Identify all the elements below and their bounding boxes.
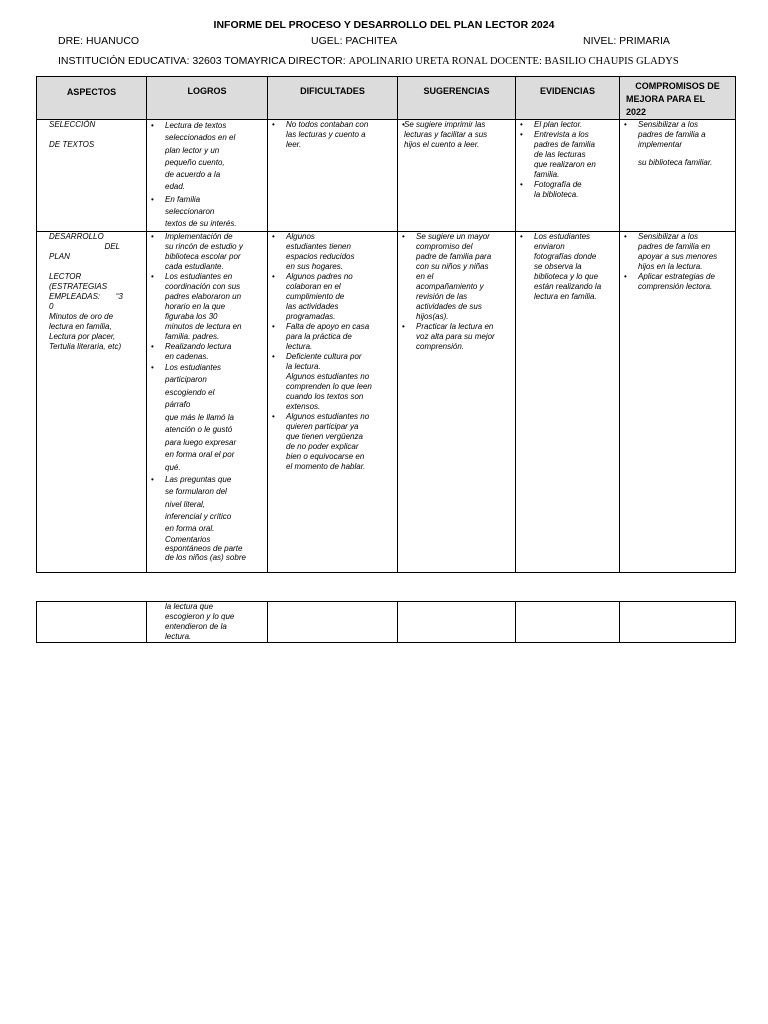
header-dificultades: DIFICULTADES <box>268 77 398 120</box>
report-table <box>36 76 736 573</box>
institution-label: INSTITUCIÓN EDUCATIVA: 32603 TOMAYRICA DIRECTOR: <box>58 55 346 67</box>
logros-cell <box>147 120 268 232</box>
dificultades-cell <box>268 602 398 643</box>
list-item: • Aplicar estrategias de comprensión lectora. <box>620 272 735 292</box>
ugel-label: UGEL: PACHITEA <box>311 35 398 47</box>
aspecto-desarrollo: DESARROLLO DEL PLAN LECTOR (ESTRATEGIAS EMPLEADAS: “3 0 Minutos de oro de lectura en familia, Lectura por placer, Tertulia literaria, etc) <box>49 231 123 351</box>
aspecto-cell <box>37 231 147 572</box>
document-title: INFORME DEL PROCESO Y DESARROLLO DEL PLAN LECTOR 2024 <box>213 19 555 31</box>
director-docente-names: APOLINARIO URETA RONAL DOCENTE: BASILIO CHAUPIS GLADYS <box>348 56 679 67</box>
logros-cell <box>147 602 268 643</box>
dificultades-cell <box>268 120 398 232</box>
list-item: • Las preguntas que se formularon del nivel literal, inferencial y crítico en forma oral. Comentarios espontáneos de parte de los niños (as) sobre <box>147 474 267 562</box>
evidencias-cell <box>516 602 620 643</box>
list-item: • El plan lector. <box>516 120 619 130</box>
compromisos-cell <box>620 231 736 572</box>
compromisos-cell <box>620 120 736 232</box>
list-item: • Se sugiere un mayor compromiso del padre de familia para con su niños y niñas en el acompañamiento y revisión de las actividades de sus hijos(as). <box>398 232 515 322</box>
dre-label: DRE: HUANUCO <box>58 35 140 47</box>
list-item: • Los estudiantes participaron escogiendo el párrafo que más le llamó la atención o le gustó para luego expresar en forma oral el por qué. <box>147 362 267 475</box>
header-sugerencias: SUGERENCIAS <box>398 77 516 120</box>
list-item: • Practicar la lectura en voz alta para su mejor comprensión. <box>398 322 515 352</box>
logros-continuation: la lectura que escogieron y lo que entendieron de la lectura. <box>165 602 235 641</box>
evidencias-cell <box>516 120 620 232</box>
list-item: • No todos contaban con las lecturas y cuento a leer. <box>268 120 397 150</box>
list-item: • Lectura de textos seleccionados en el plan lector y un pequeño cuento, de acuerdo a la edad. <box>147 120 267 194</box>
list-item: • Algunos estudiantes no quieren participar ya que tienen vergüenza de no poder explicar bien o equivocarse en el momento de hablar. <box>268 412 397 472</box>
nivel-label: NIVEL: PRIMARIA <box>583 35 670 47</box>
aspecto-cell <box>37 120 147 232</box>
dificultades-cell <box>268 231 398 572</box>
header-aspectos: ASPECTOS <box>37 77 147 120</box>
aspecto-cell <box>37 602 147 643</box>
sugerencias-cell <box>398 231 516 572</box>
institution-line <box>58 55 679 67</box>
aspecto-seleccion: SELECCIÓN DE TEXTOS <box>49 120 96 149</box>
table-row <box>37 602 736 643</box>
list-item: • Entrevista a los padres de familia de las lecturas que realizaron en familia. <box>516 130 619 180</box>
list-item: • Algunos padres no colaboran en el cumplimiento de las actividades programadas. <box>268 272 397 322</box>
header-logros: LOGROS <box>147 77 268 120</box>
table-row <box>37 120 736 232</box>
list-item: • Implementación de su rincón de estudio y biblioteca escolar por cada estudiante. <box>147 232 267 272</box>
list-item: • Sensibilizar a los padres de familia en apoyar a sus menores hijos en la lectura. <box>620 232 735 272</box>
list-item: • Los estudiantes en coordinación con sus padres elaboraron un horario en la que figuraba los 30 minutos de lectura en familia. padres. <box>147 272 267 342</box>
sugerencias-cell <box>398 602 516 643</box>
table-row <box>37 231 736 572</box>
evidencias-cell <box>516 231 620 572</box>
sugerencias-cell <box>398 120 516 232</box>
logros-cell <box>147 231 268 572</box>
compromiso-continuation: su biblioteca familiar. <box>638 158 713 167</box>
header-compromisos: COMPROMISOS DE MEJORA PARA EL 2022 <box>620 77 736 120</box>
list-item: • Algunos estudiantes tienen espacios reducidos en sus hogares. <box>268 232 397 272</box>
continuation-table <box>36 601 736 643</box>
list-item: • Deficiente cultura por la lectura. Algunos estudiantes no comprenden lo que leen cuando los textos son extensos. <box>268 352 397 412</box>
header-evidencias: EVIDENCIAS <box>516 77 620 120</box>
list-item: • Realizando lectura en cadenas. <box>147 342 267 362</box>
list-item: • Fotografía de la biblioteca. <box>516 180 619 200</box>
list-item: • Los estudiantes enviaron fotografías donde se observa la biblioteca y lo que están realizando la lectura en familia. <box>516 232 619 302</box>
list-item: • Falta de apoyo en casa para la práctica de lectura. <box>268 322 397 352</box>
table-header-row <box>37 77 736 120</box>
list-item: • Se sugiere imprimir las lecturas y facilitar a sus hijos el cuento a leer. <box>398 120 515 150</box>
compromisos-cell <box>620 602 736 643</box>
list-item: • Sensibilizar a los padres de familia a implementar <box>620 120 735 150</box>
list-item: • En familia seleccionaron textos de su interés. <box>147 194 267 231</box>
